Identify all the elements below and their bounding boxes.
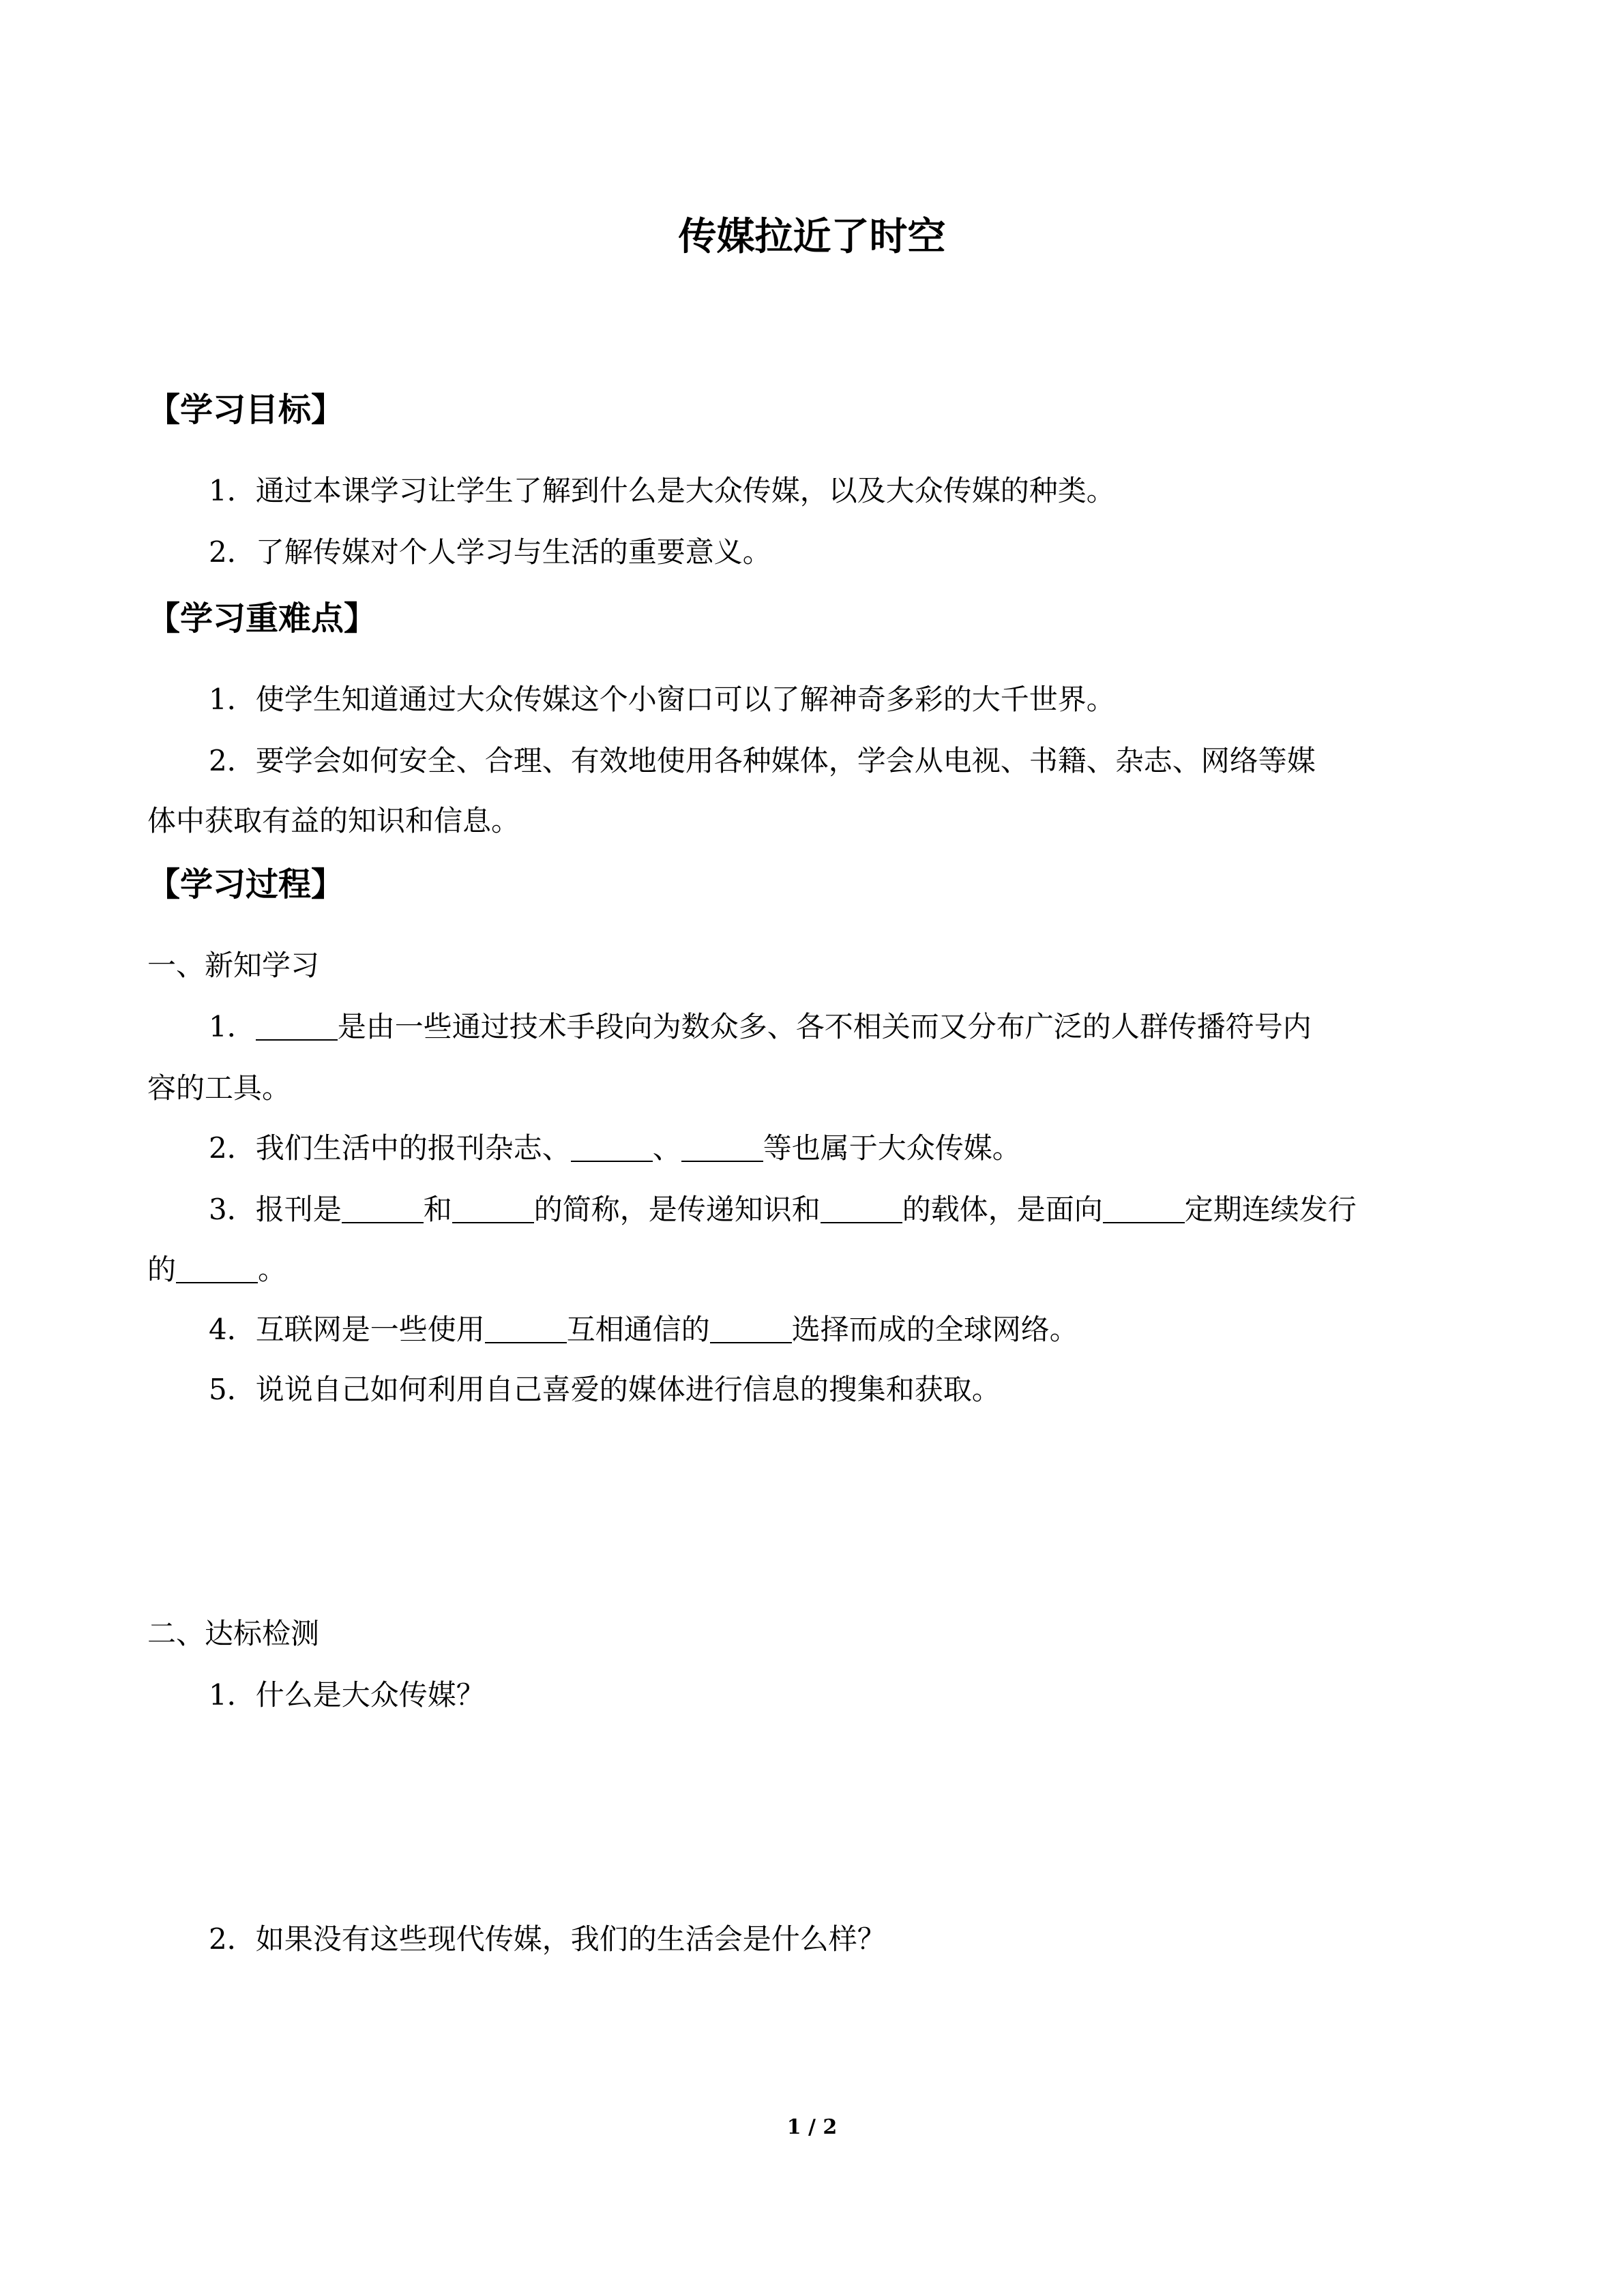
key-point-item-2-cont: 体中获取有益的知识和信息。 bbox=[147, 804, 520, 837]
q4-text-a: 4．互联网是一些使用 bbox=[209, 1313, 485, 1346]
q3-text-f: 的 bbox=[147, 1253, 177, 1286]
key-points-heading: 【学习重难点】 bbox=[147, 599, 377, 638]
key-point-item-1: 1．使学生知道通过大众传媒这个小窗口可以了解神奇多彩的大千世界。 bbox=[209, 683, 1115, 716]
blank-field[interactable] bbox=[1103, 1195, 1185, 1223]
q3-text-b: 和 bbox=[423, 1193, 452, 1226]
question-2 bbox=[209, 1128, 1021, 1169]
test-question-1: 1．什么是大众传媒？ bbox=[209, 1678, 485, 1712]
blank-field[interactable] bbox=[256, 1012, 338, 1041]
q2-text-b: 、 bbox=[652, 1131, 681, 1165]
objective-item-1: 1．通过本课学习让学生了解到什么是大众传媒，以及大众传媒的种类。 bbox=[209, 474, 1115, 507]
blank-field[interactable] bbox=[452, 1195, 534, 1223]
q2-text-a: 2．我们生活中的报刊杂志、 bbox=[209, 1131, 571, 1165]
q2-text-c: 等也属于大众传媒。 bbox=[763, 1131, 1021, 1165]
page-title: 传媒拉近了时空 bbox=[678, 215, 946, 259]
q3-text-c: 的简称，是传递知识和 bbox=[533, 1193, 821, 1226]
question-3-line-1 bbox=[209, 1189, 1357, 1230]
blank-field[interactable] bbox=[342, 1195, 424, 1223]
objective-item-2: 2．了解传媒对个人学习与生活的重要意义。 bbox=[209, 535, 771, 569]
q4-text-c: 选择而成的全球网络。 bbox=[791, 1313, 1078, 1346]
q4-text-b: 互相通信的 bbox=[566, 1313, 710, 1346]
blank-field[interactable] bbox=[681, 1133, 763, 1162]
q1-text: 是由一些通过技术手段向为数众多、各不相关而又分布广泛的人群传播符号内 bbox=[337, 1010, 1312, 1043]
blank-field[interactable] bbox=[485, 1315, 567, 1343]
blank-field[interactable] bbox=[176, 1255, 258, 1283]
question-1-line-1 bbox=[209, 1007, 1312, 1047]
blank-field[interactable] bbox=[821, 1195, 902, 1223]
blank-field[interactable] bbox=[710, 1315, 792, 1343]
q3-text-d: 的载体，是面向 bbox=[902, 1193, 1103, 1226]
part1-title: 一、新知学习 bbox=[147, 949, 320, 982]
blank-field[interactable] bbox=[571, 1133, 653, 1162]
question-5: 5．说说自己如何利用自己喜爱的媒体进行信息的搜集和获取。 bbox=[209, 1373, 1001, 1406]
question-1-line-2: 容的工具。 bbox=[147, 1071, 291, 1105]
q3-text-e: 定期连续发行 bbox=[1184, 1193, 1357, 1226]
page-number: 1 / 2 bbox=[786, 2115, 838, 2139]
question-3-line-2 bbox=[147, 1249, 286, 1290]
process-heading: 【学习过程】 bbox=[147, 865, 344, 904]
test-question-2: 2．如果没有这些现代传媒，我们的生活会是什么样？ bbox=[209, 1922, 886, 1956]
key-point-item-2: 2．要学会如何安全、合理、有效地使用各种媒体，学会从电视、书籍、杂志、网络等媒 bbox=[209, 744, 1316, 777]
part2-title: 二、达标检测 bbox=[147, 1617, 320, 1650]
question-4 bbox=[209, 1309, 1078, 1350]
q1-number: 1． bbox=[209, 1010, 256, 1043]
objectives-heading: 【学习目标】 bbox=[147, 391, 344, 429]
q3-text-a: 3．报刊是 bbox=[209, 1193, 342, 1226]
q3-text-g: 。 bbox=[258, 1253, 287, 1286]
